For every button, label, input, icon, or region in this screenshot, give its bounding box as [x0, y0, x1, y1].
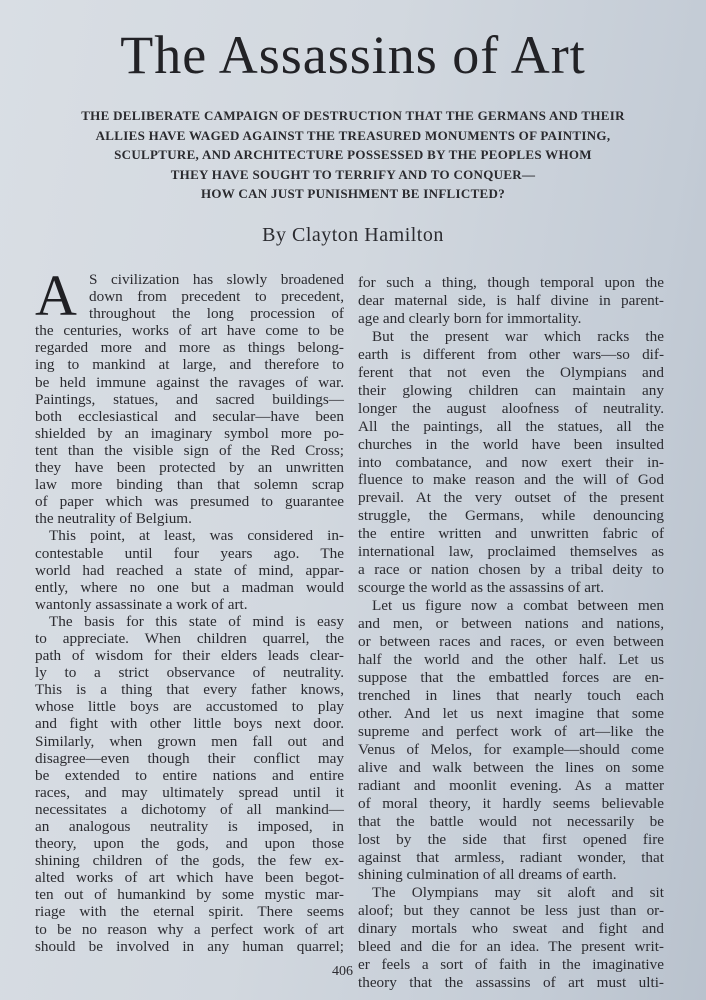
text-line: contestable until four years ago. The [35, 544, 344, 562]
text-line: Paintings, statues, and sacred buildings— [35, 390, 344, 408]
text-line: shining children of the gods, the few ex- [35, 852, 344, 870]
text-line: This point, at least, was considered in- [49, 527, 344, 545]
text-line: wantonly assassinate a work of art. [35, 595, 248, 613]
text-line: S civilization has slowly broadened [89, 271, 344, 288]
text-line: alive and walk between the lines on some [358, 758, 664, 776]
text-line: or between races and races, or even between [358, 633, 664, 651]
text-line: necessitates a dichotomy of all mankind— [35, 800, 344, 818]
text-line: age and clearly born for immortality. [358, 309, 582, 327]
text-line: prevail. At the very outset of the present [358, 489, 664, 507]
paragraph [35, 613, 344, 955]
text-line: But the present war which racks the [372, 327, 664, 345]
text-line: for such a thing, though temporal upon the [358, 274, 664, 291]
text-line: that the battle would not necessarily be [358, 812, 664, 830]
article-subtitle [20, 106, 686, 204]
text-line: shielded by an imaginary symbol more po- [35, 424, 344, 442]
text-line: The basis for this state of mind is easy [49, 612, 344, 630]
text-line: disagree—even though their conflict may [35, 749, 344, 767]
subtitle-line: ALLIES HAVE WAGED AGAINST THE TREASURED MONUMENTS OF PAINTING, [95, 127, 611, 143]
text-line: radiant and moonlit evening. As a matter [358, 776, 664, 794]
text-line: down from precedent to precedent, [89, 288, 344, 306]
text-line: theory, upon the gods, and upon those [35, 835, 344, 853]
paragraph [358, 597, 664, 884]
text-line: and fight with other little boys next door. [35, 715, 344, 733]
text-line: international law, proclaimed themselves as [358, 543, 664, 561]
text-line: law more binding than that solemn scrap [35, 476, 344, 494]
text-line: fluence to make reason and the will of God [358, 471, 664, 489]
text-line: of paper which was presumed to guarantee [35, 493, 344, 511]
text-line: against that armless, radiant wonder, that [358, 848, 664, 866]
text-line: dinary mortals who sweat and fight and [358, 920, 664, 938]
text-line: lost by the side that first opened fire [358, 830, 664, 848]
text-line: This is a thing that every father knows, [35, 681, 344, 699]
text-line: ly to a strict observance of neutrality. [35, 664, 344, 682]
text-line: throughout the long procession of [89, 305, 344, 323]
text-line: scourge the world as the assassins of art. [358, 579, 605, 597]
text-line: struggle, the Germans, while denouncing [358, 507, 664, 525]
text-line: trenched in lines that nearly touch each [358, 686, 664, 704]
article-title: The Assassins of Art [120, 25, 586, 85]
text-line: earth is different from other wars—so dif- [358, 345, 664, 363]
text-line: and men, or between nations and nations, [358, 615, 664, 633]
text-line: dear maternal side, is half divine in parent- [358, 291, 664, 309]
text-line: suppose that the embattled forces are en- [358, 668, 664, 686]
text-line: aloof; but they cannot be less just than or- [358, 902, 664, 920]
text-line: an analogous neutrality is imposed, in [35, 818, 344, 835]
text-line: churches in the world have been insulted [358, 435, 664, 453]
text-line: should be involved in any human quarrel; [35, 937, 344, 955]
subtitle-line: SCULPTURE, AND ARCHITECTURE POSSESSED BY THE PEOPLES WHOM [114, 147, 592, 162]
text-line: ently, where no one but a madman would [35, 578, 344, 596]
text-line: theory that the assassins of art must ulti- [358, 974, 664, 992]
text-line: the centuries, works of art have come to be [35, 322, 344, 340]
text-line: er feels a sort of faith in the imaginative [358, 956, 664, 974]
text-line: be held immune against the ravages of war. [35, 373, 344, 391]
text-line: supreme and perfect work of art—like the [358, 722, 664, 740]
text-line: bleed and die for an idea. The present writ- [358, 938, 664, 956]
text-line: into combatance, and now exert their in- [358, 453, 664, 471]
drop-cap: A [35, 263, 77, 328]
text-line: ing to mankind at large, and therefore to [35, 356, 344, 374]
text-line: regarded more and more as things belong- [35, 339, 344, 357]
text-line: the neutrality of Belgium. [35, 510, 192, 528]
text-line: path of wisdom for their elders leads clear- [35, 647, 344, 665]
column-right [358, 274, 664, 992]
text-line: the entire written and unwritten fabric of [358, 525, 664, 543]
text-line: shining culmination of all dreams of earth. [358, 866, 617, 884]
text-line: other. And let us next imagine that some [358, 704, 664, 722]
paragraph [358, 884, 664, 992]
subtitle-line: HOW CAN JUST PUNISHMENT BE INFLICTED? [200, 186, 506, 201]
text-line: of moral theory, it hardly seems believable [358, 794, 664, 812]
text-line: both ecclesiastical and secular—have been [35, 407, 344, 425]
text-line: Venus of Melos, for example—should come [358, 740, 664, 758]
text-line: ferent that not even the Olympians and [358, 363, 664, 381]
text-line: riage with the eternal spirit. There seems [35, 903, 344, 921]
text-line: world had reached a state of mind, appar- [35, 561, 344, 579]
text-line: races, and may ultimately spread until it [35, 783, 344, 801]
column-left [35, 263, 344, 955]
text-line: alted works of art which have been begot- [35, 869, 344, 887]
paragraph [358, 328, 664, 597]
page-number: 406 [332, 964, 353, 979]
subtitle-line: THE DELIBERATE CAMPAIGN OF DESTRUCTION THAT THE GERMANS AND THEIR [81, 108, 625, 123]
text-line: tent than the visible sign of the Red Cross; [35, 441, 344, 459]
subtitle-line: THEY HAVE SOUGHT TO TERRIFY AND TO CONQUER— [170, 166, 536, 182]
text-line: All the paintings, all the statues, all the [358, 417, 664, 435]
paragraph [35, 263, 344, 528]
paragraph [358, 274, 664, 328]
paragraph [35, 527, 344, 612]
text-line: The Olympians may sit aloft and sit [372, 884, 664, 902]
text-line: to appreciate. When children quarrel, the [35, 629, 344, 647]
text-line: be extended to entire nations and entire [35, 766, 344, 784]
text-line: Similarly, when grown men fall out and [35, 732, 344, 750]
text-line: they have been protected by an unwritten [35, 459, 344, 477]
text-line: whose little boys are accustomed to play [35, 698, 344, 716]
text-line: longer the august aloofness of neutrality. [358, 399, 664, 417]
text-line: half the world and the other half. Let us [358, 651, 664, 669]
text-line: ten out of humankind by some mystic mar- [35, 886, 344, 904]
text-line: Let us figure now a combat between men [372, 597, 664, 615]
text-line: to be no reason why a perfect work of art [35, 920, 344, 938]
text-line: a race or nation chosen by a tribal deity to [358, 561, 664, 579]
byline: By Clayton Hamilton [262, 224, 444, 246]
text-line: their glowing children can maintain any [358, 381, 664, 399]
